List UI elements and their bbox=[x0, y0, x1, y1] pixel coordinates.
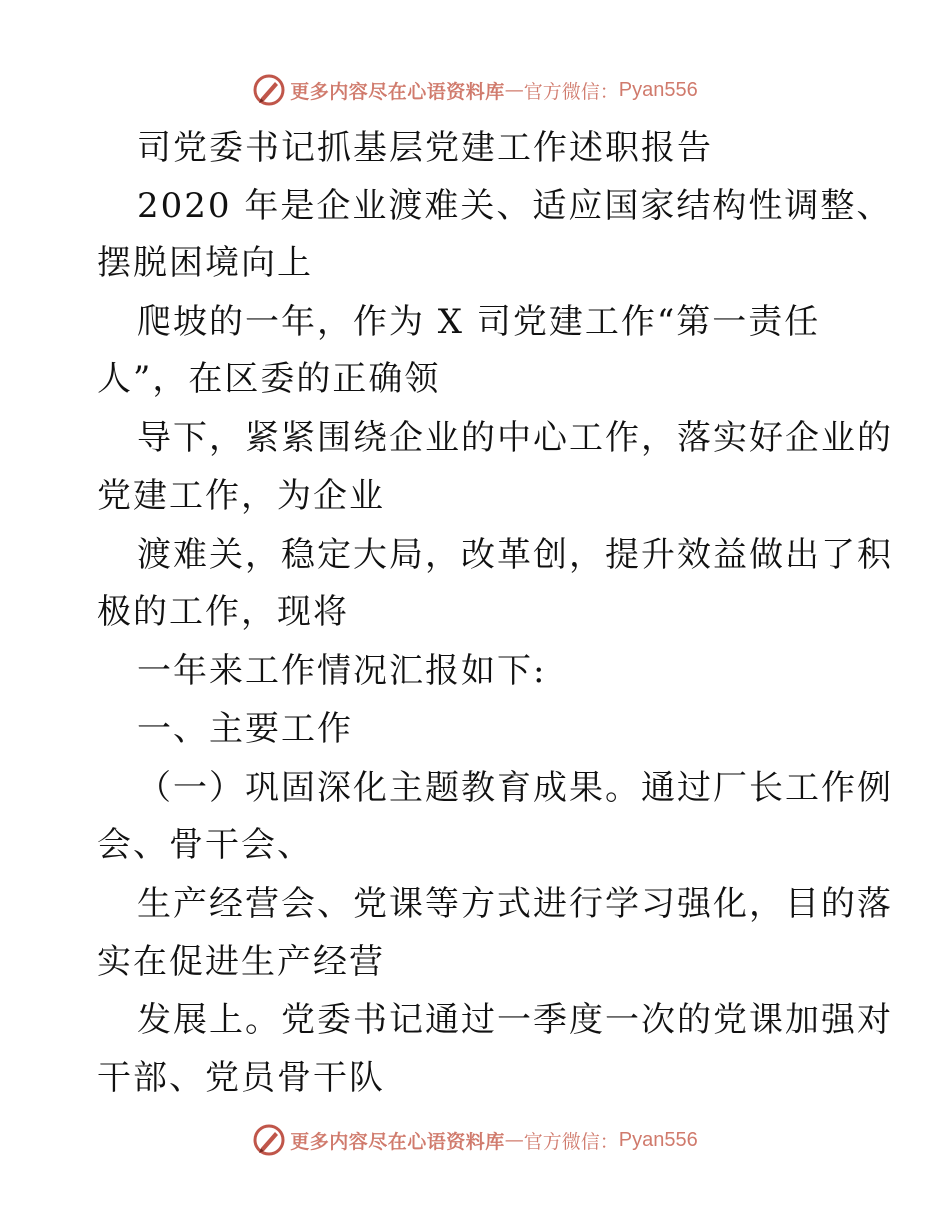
banner-text: 更多内容尽在心语资料库 bbox=[290, 80, 505, 103]
body-line: 发展上。党委书记通过一季度一次的党课加强对 bbox=[137, 1000, 893, 1040]
banner-label: 官方微信： bbox=[523, 80, 619, 103]
document-title: 司党委书记抓基层党建工作述职报告 bbox=[137, 128, 713, 168]
banner-text: 更多内容尽在心语资料库 bbox=[290, 1130, 505, 1153]
body-line: 生产经营会、党课等方式进行学习强化，目的落 bbox=[137, 884, 893, 924]
body-line: 渡难关，稳定大局，改革创，提升效益做出了积 bbox=[137, 535, 893, 575]
body-line: 党建工作，为企业 bbox=[97, 476, 385, 516]
banner-wechat-id: Pyan556 bbox=[618, 78, 698, 101]
section-heading: 一、主要工作 bbox=[137, 709, 353, 749]
banner-wechat-id: Pyan556 bbox=[618, 1128, 698, 1151]
banner-separator: — bbox=[504, 79, 524, 101]
body-line: 极的工作，现将 bbox=[97, 592, 349, 632]
body-line: 2020 年是企业渡难关、适应国家结构性调整、 bbox=[137, 186, 893, 226]
body-line: 导下，紧紧围绕企业的中心工作，落实好企业的 bbox=[137, 418, 893, 458]
body-line: 干部、党员骨干队 bbox=[97, 1058, 385, 1098]
banner-separator: — bbox=[504, 1129, 524, 1151]
body-line: 一年来工作情况汇报如下: bbox=[137, 651, 547, 691]
pen-logo-icon bbox=[252, 1123, 286, 1157]
subsection-heading: （一）巩固深化主题教育成果。通过厂长工作例 bbox=[137, 768, 893, 808]
body-line: 实在促进生产经营 bbox=[97, 942, 385, 982]
body-line: 爬坡的一年，作为 X 司党建工作“第一责任 bbox=[137, 302, 821, 342]
body-line: 摆脱困境向上 bbox=[97, 243, 313, 283]
banner-label: 官方微信： bbox=[523, 1130, 619, 1153]
footer-banner bbox=[0, 1122, 950, 1158]
body-line: 人”，在区委的正确领 bbox=[97, 359, 441, 399]
body-line: 会、骨干会、 bbox=[97, 825, 313, 865]
